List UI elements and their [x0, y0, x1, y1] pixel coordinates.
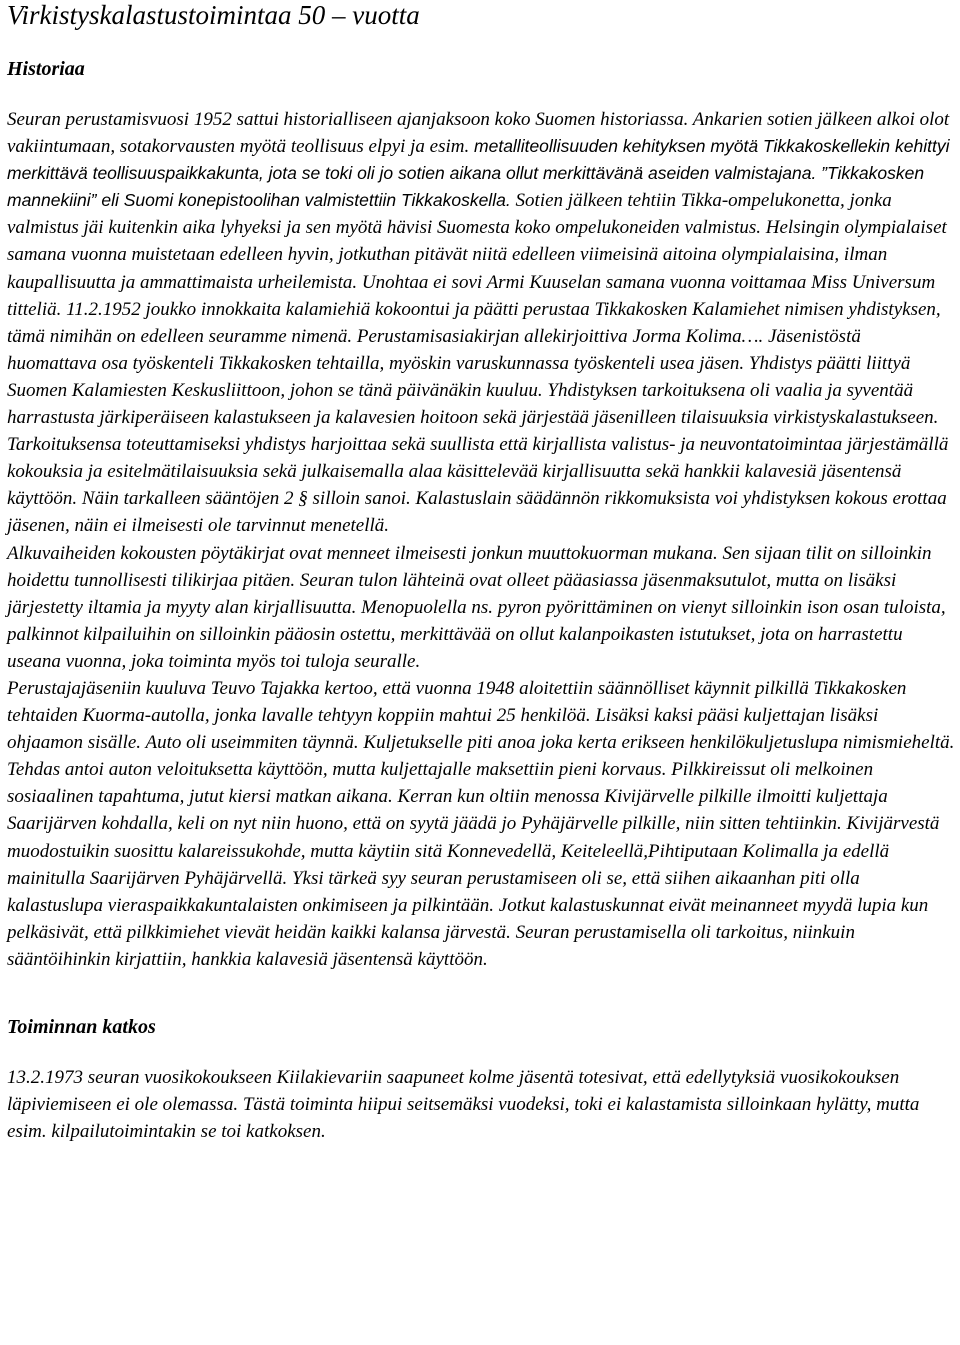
- section-body-toiminnan-katkos: [7, 1064, 955, 1145]
- paragraph: [7, 1064, 955, 1145]
- section-body-historiaa: [7, 106, 955, 973]
- section-heading-toiminnan-katkos: Toiminnan katkos: [7, 1016, 156, 1038]
- text-run: Seuran perustamisvuosi 1952 sattui historialliseen ajanjaksoon koko Suomen historiassa. Ankarien sotien jälkeen alkoi olot vakiintumaan, sotakorvausten myötä teollisuus elpyi ja esim.: [7, 109, 950, 158]
- page-title: Virkistyskalastustoimintaa 50 – vuotta: [7, 0, 420, 30]
- text-run: Perustajajäseniin kuuluva Teuvo Tajakka kertoo, että vuonna 1948 aloitettiin säännölliset käynnit pilkillä Tikkakosken tehtaiden Kuorma-autolla, jonka lavalle tehtyyn koppiin mahtui 25 henkilöä. Lisäksi kaksi pääsi kuljettajan lisäksi ohjaamon sisälle. Auto oli useimmiten täynnä. Kuljetukselle piti anoa joka kerta erikseen henkilökuljetuslupa nimismieheltä. Tehdas antoi auton veloituksetta käyttöön, mutta kuljettajalle maksettiin pieni korvaus. Pilkkireissut oli melkoinen sosiaalinen tapahtuma, jutut kiersi matkan aikana. Kerran kun oltiin menossa Kivijärvelle pilkille ilmoitti kuljettaja Saarijärven kohdalla, keli on nyt niin huono, että on syytä jäädä jo Pyhäjärvelle pilkille, niin sitten tehtiinkin. Kivijärvestä muodostuikin suosittu kalareissukohde, mutta käytiin sitä Konnevedellä, Keiteleellä,Pihtiputaan Kolimalla ja edellä mainitulla Saarijärven Pyhäjärvellä. Yksi tärkeä syy seuran perustamiseen oli se, että siihen aikaanhan piti olla kalastuslupa vieraspaikkakuntalaisten onkimiseen ja pilkintään. Jotkut kalastuskunnat eivät meinanneet myydä lupia kun pelkäsivät, että pilkkimiehet vievät heidän kaikki kalansa järvestä. Seuran perustamisella oli tarkoitus, niinkuin sääntöihinkin kirjattiin, hankkia kalavesiä jäsentensä käyttöön.: [7, 677, 955, 970]
- paragraph: [7, 540, 955, 675]
- text-run: Alkuvaiheiden kokousten pöytäkirjat ovat menneet ilmeisesti jonkun muuttokuorman mukana. Sen sijaan tilit on silloinkin hoidettu tunnollisesti tilikirjaa pitäen. Seuran tulon lähteinä ovat olleet pääasiassa jäsenmaksutulot, mutta on lisäksi järjestetty iltamia ja myyty alan kirjallisuutta. Menopuolella ns. pyron pyörittäminen on vienyt silloinkin ison osan tuloista, palkinnot kilpailuihin on silloinkin pääosin ostettu, merkittävää on ollut kalanpoikasten istutukset, jota on harrastettu useana vuonna, joka toiminta myös toi tuloja seuralle.: [7, 542, 946, 672]
- section-heading-historiaa: Historiaa: [7, 58, 85, 80]
- paragraph: [7, 106, 955, 540]
- text-run: metalliteollisuuden kehityksen myötä Tikkakoskellekin kehittyi merkittävä teollisuuspaikkakunta, jota se toki oli jo sotien aikana ollut merkittävänä aseiden valmistajana. ”Tikkakosken mannekiini” eli Suomi konepistoolihan valmistettiin Tikkakoskella.: [7, 136, 950, 211]
- paragraph: [7, 675, 955, 973]
- text-run: Sotien jälkeen tehtiin Tikka-ompelukonetta, jonka valmistus jäi kuitenkin aika lyhyeksi ja sen myötä hävisi Suomesta koko ompelukoneiden valmistus. Helsingin olympialaiset samana vuonna muistetaan edelleen hyvin, jotkuthan pitävät niitä edelleen viimeisinä aitoina olympialaisina, ilman kaupallisuutta ja ammattimaista urheilemista. Unohtaa ei sovi Armi Kuuselan samana vuonna voittamaa Miss Universum titteliä. 11.2.1952 joukko innokkaita kalamiehiä kokoontui ja päätti perustaa Tikkakosken Kalamiehet nimisen yhdistyksen, tämä nimihän on edelleen seuramme nimenä. Perustamisasiakirjan allekirjoittiva Jorma Kolima…. Jäsenistöstä huomattava osa työskenteli Tikkakosken tehtailla, myöskin varuskunnassa työskenteli usea jäsen. Yhdistys päätti liittyä Suomen Kalamiesten Keskusliittoon, johon se tänä päivänäkin kuuluu. Yhdistyksen tarkoituksena oli vaalia ja syventää harrastusta järkiperäiseen kalastukseen ja kalavesien hoitoon sekä järjestää jäsenilleen tilaisuuksia virkistyskalastukseen. Tarkoituksensa toteuttamiseksi yhdistys harjoittaa sekä suullista että kirjallista valistus- ja neuvontatoimintaa järjestämällä kokouksia ja esitelmätilaisuuksia sekä julkaisemalla alaa käsittelevää kirjallisuutta sekä hankkii kalavesiä jäsentensä käyttöön. Näin tarkalleen sääntöjen 2 § silloin sanoi. Kalastuslain säädännön rikkomuksista voi yhdistyksen kokous erottaa jäsenen, näin ei ilmeisesti ole tarvinnut menetellä.: [7, 190, 949, 537]
- document-page: [7, 0, 955, 1145]
- text-run: 13.2.1973 seuran vuosikokoukseen Kiilakievariin saapuneet kolme jäsentä totesivat, että edellytyksiä vuosikokouksen läpiviemiseen ei ole olemassa. Tästä toiminta hiipui seitsemäksi vuodeksi, toki ei kalastamista silloinkaan hylätty, mutta esim. kilpailutoimintakin se toi katkoksen.: [7, 1067, 920, 1143]
